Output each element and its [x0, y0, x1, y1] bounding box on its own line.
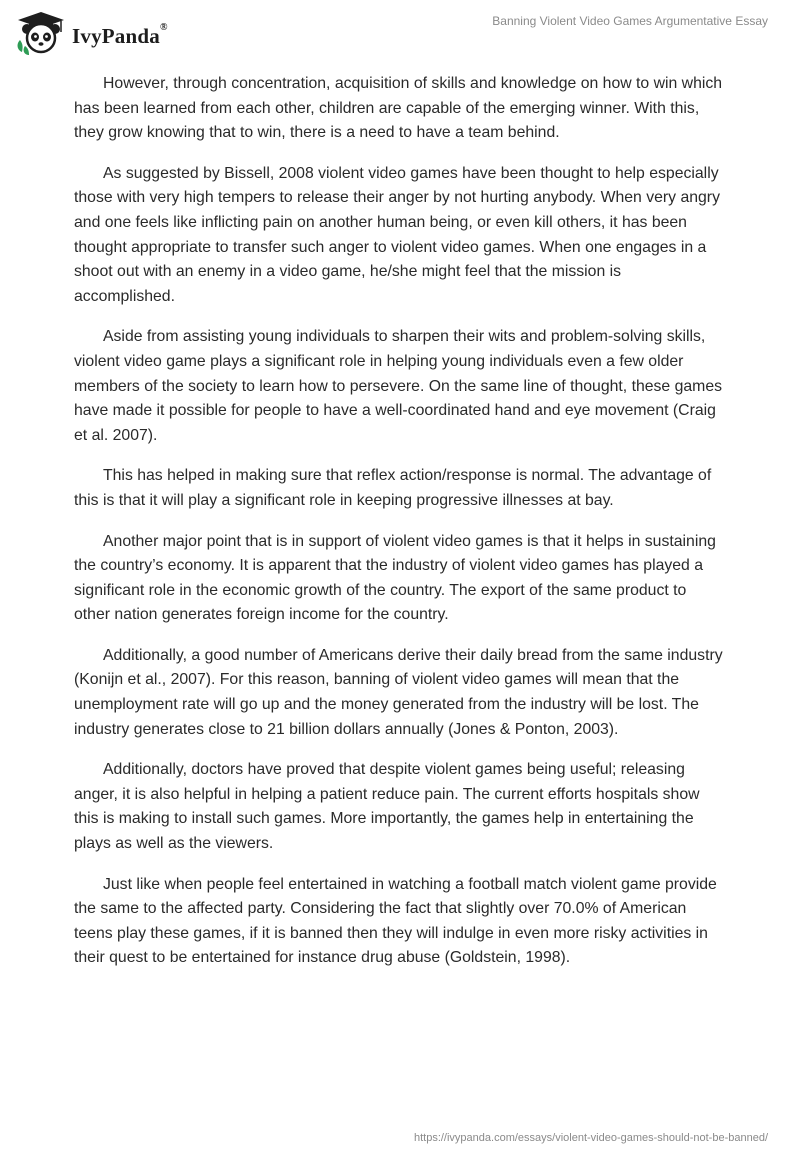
paragraph: This has helped in making sure that reflex action/response is normal. The advantage of this is that it will play a significant role in keeping progressive illnesses at bay. [74, 467, 712, 509]
paragraph: Another major point that is in support of violent video games is that it helps in sustaining the country’s economy. It is apparent that the industry of violent video games has played a significant role in the economic growth of the country. The export of the same product to other nation generates foreign income for the country. [74, 532, 716, 624]
document-title: Banning Violent Video Games Argumentative Essay [492, 14, 768, 28]
brand-name: IvyPanda® [72, 21, 168, 48]
source-url[interactable]: https://ivypanda.com/essays/violent-video-games-should-not-be-banned/ [413, 1132, 768, 1144]
paragraph: Aside from assisting young individuals to sharpen their wits and problem-solving skills, violent video game plays a significant role in helping young individuals even a few older members of the society to learn how to persevere. On the same line of thought, these games have made it possible for people to have a well-coordinated hand and eye movement (Craig et al. 2007). [74, 328, 723, 444]
paragraph: Just like when people feel entertained in watching a football match violent game provide the same to the affected party. Considering the fact that slightly over 70.0% of American teens play these games, if it is banned then they will indulge in even more risky activities in their quest to be entertained for instance drug abuse (Goldstein, 1998). [74, 875, 717, 967]
paragraph: However, through concentration, acquisition of skills and knowledge on how to win which has been learned from each other, children are capable of the emerging winner. With this, they grow knowing that to win, there is a need to have a team behind. [74, 75, 723, 142]
paragraph: Additionally, doctors have proved that despite violent games being useful; releasing anger, it is also helpful in helping a patient reduce pain. The current efforts hospitals show this is making to install such games. More importantly, the games help in entertaining the plays as well as the viewers. [74, 761, 700, 853]
paragraph: Additionally, a good number of Americans derive their daily bread from the same industry (Konijn et al., 2007). For this reason, banning of violent video games will mean that the unemployment rate will go up and the money generated from the industry will be lost. The industry generates close to 21 billion dollars annually (Jones & Ponton, 2003). [74, 646, 723, 738]
panda-logo-icon [14, 10, 68, 56]
brand-logo[interactable] [14, 10, 168, 56]
essay-body [74, 72, 724, 987]
paragraph: As suggested by Bissell, 2008 violent video games have been thought to help especially those with very high tempers to release their anger by not hurting anybody. When very angry and one feels like inflicting pain on another human being, or even kill others, it has been thought appropriate to transfer such anger to violent video games. When one engages in a shoot out with an enemy in a video game, he/she might feel that the mission is accomplished. [74, 164, 720, 305]
